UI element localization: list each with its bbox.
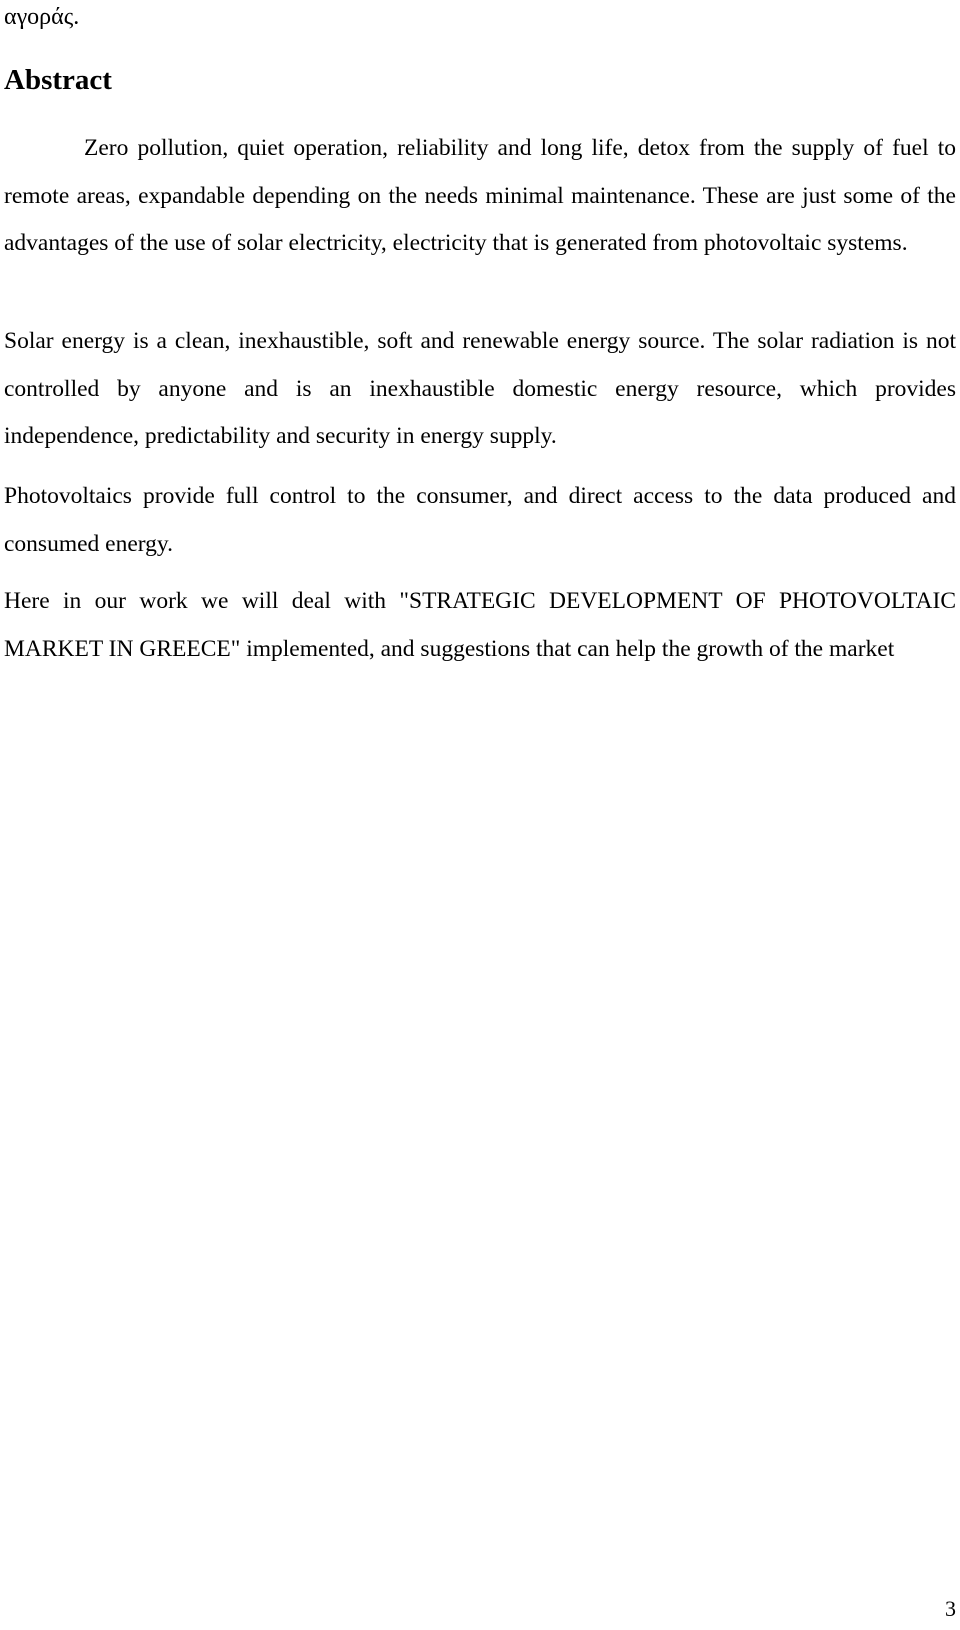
abstract-paragraph-1: Zero pollution, quiet operation, reliability and long life, detox from the supply of fuel to remote areas, expandable depending on the needs minimal maintenance. These are just some of the advantages of the use of solar electricity, electricity that is generated from photovoltaic systems.: [4, 135, 956, 256]
abstract-paragraph-3: Photovoltaics provide full control to the consumer, and direct access to the data produced and consumed energy.: [4, 483, 956, 557]
continuation-text: αγοράς.: [4, 4, 80, 30]
abstract-heading: Abstract: [4, 64, 112, 96]
page-number: 3: [945, 1596, 956, 1621]
abstract-paragraph-2: Solar energy is a clean, inexhaustible, soft and renewable energy source. The solar radiation is not controlled by anyone and is an inexhaustible domestic energy resource, which provides independence, predictability and security in energy supply.: [4, 328, 956, 449]
abstract-paragraph-4: Here in our work we will deal with "STRATEGIC DEVELOPMENT OF PHOTOVOLTAIC MARKET IN GREECE" implemented, and suggestions that can help the growth of the market: [4, 588, 956, 662]
